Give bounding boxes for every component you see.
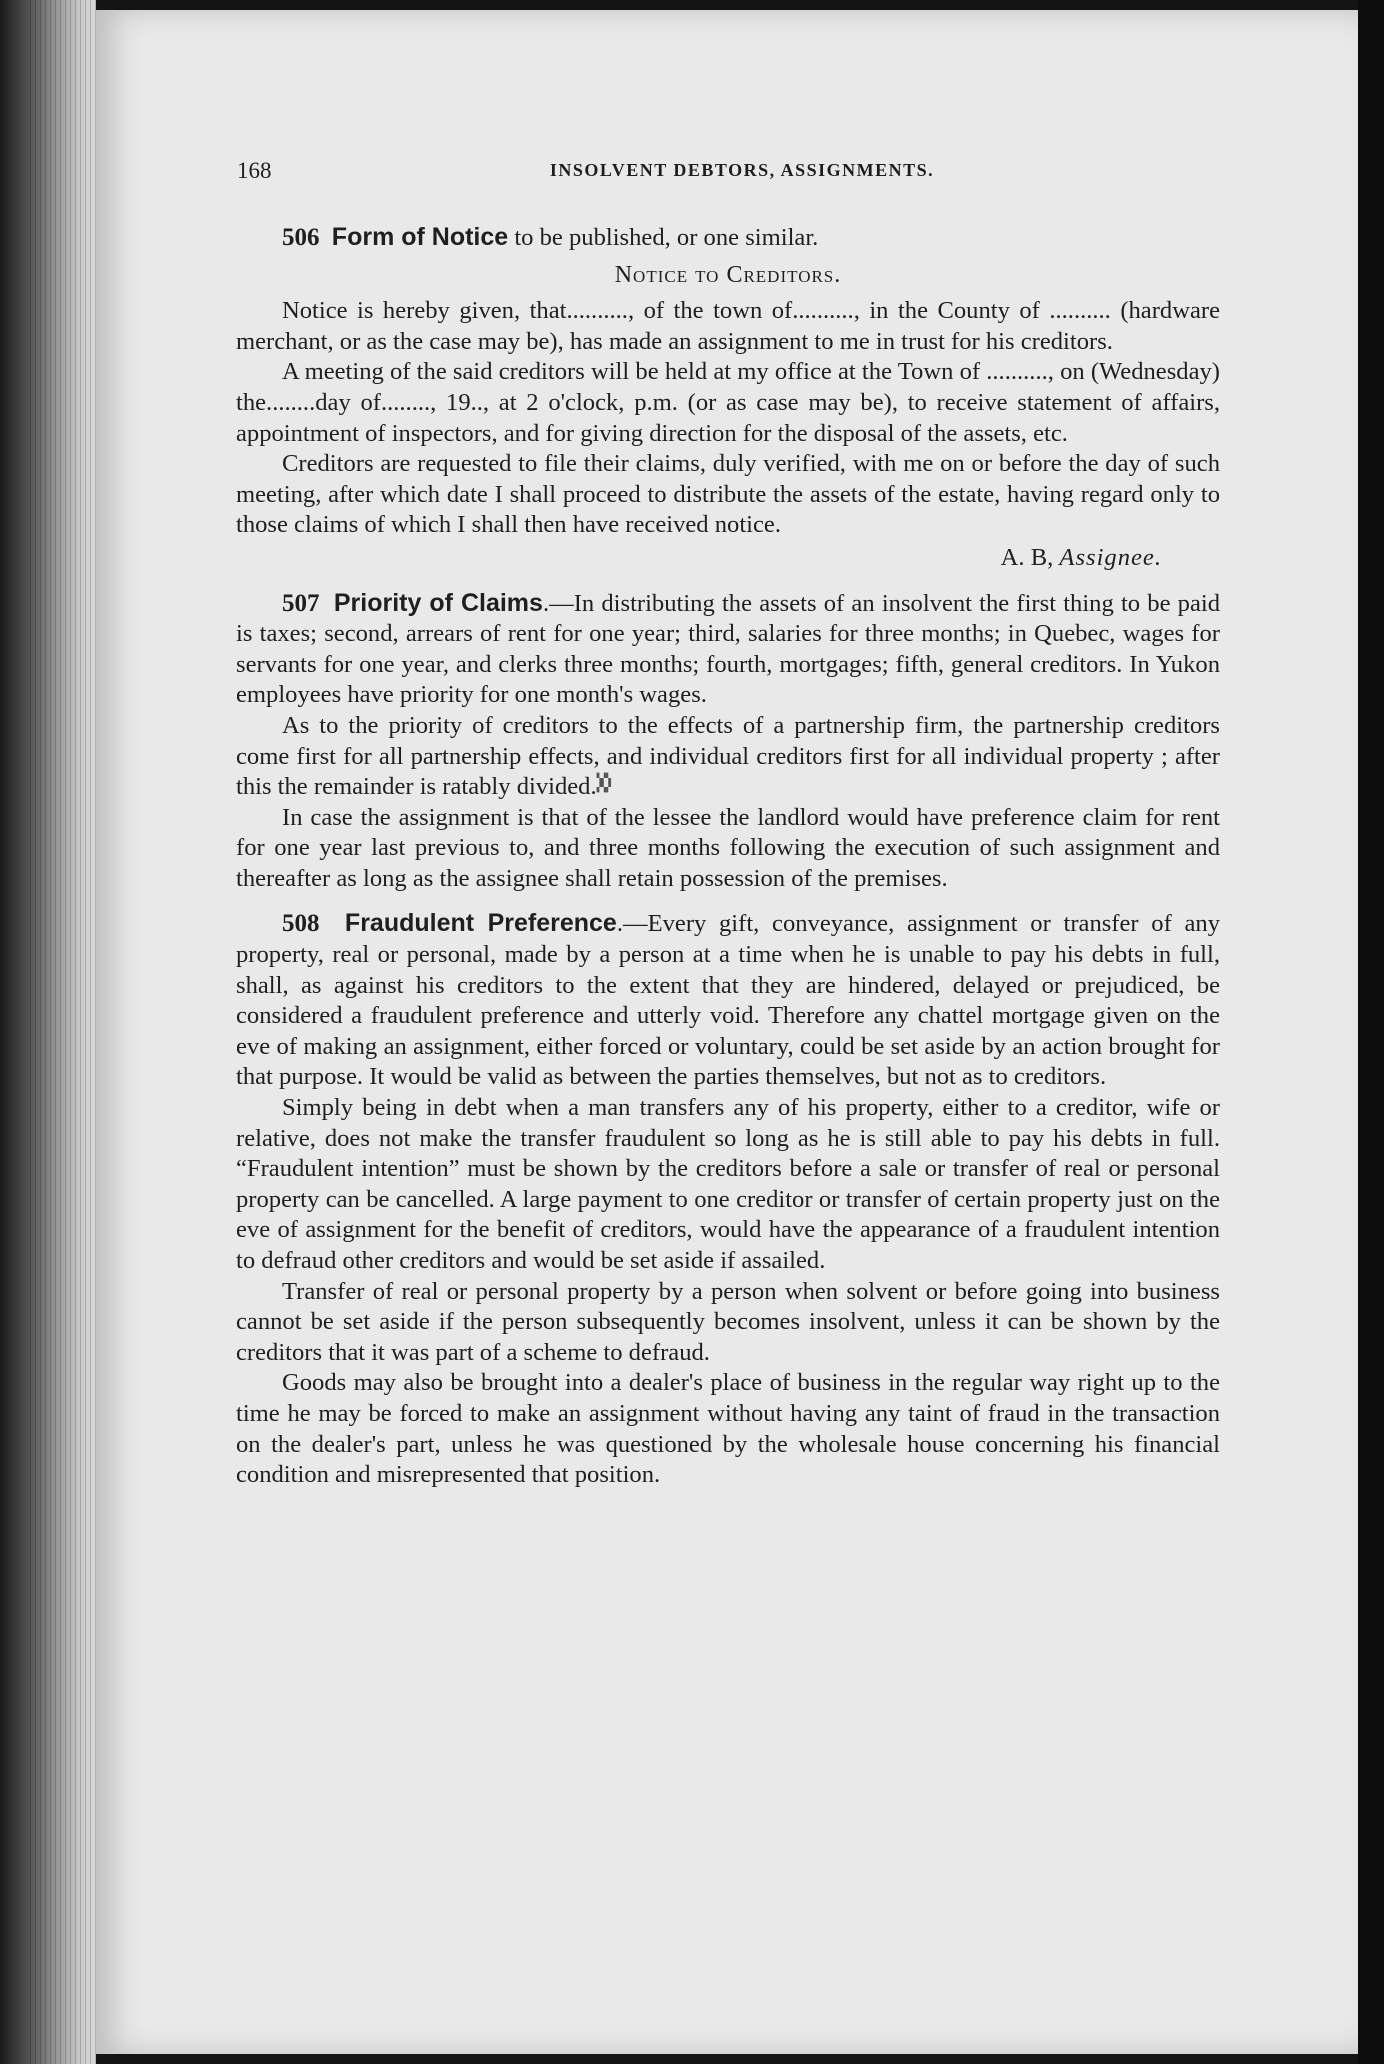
paragraph: Goods may also be brought into a dealer's place of business in the regular way right up to the time he may be forced to make an assignment without having any taint of fraud in the transaction on the dealer's part, unless he was questioned by the wholesale house concerning his financial condition and misrepresented that position. bbox=[236, 1369, 1220, 1489]
paragraph: Simply being in debt when a man transfers any of his property, either to a creditor, wife or relative, does not make the transfer fraudulent so long as he is still able to pay his debts in full. “Fraudulent intention” must be shown by the creditors before a sale or transfer of real or personal property can be cancelled. A large payment to one creditor or transfer of certain property just on the eve of assignment for the benefit of creditors, would have the appearance of a fraudulent intention to defraud other creditors and would be set aside if assailed. bbox=[236, 1094, 1220, 1274]
section-subtitle: to be published, or one similar. bbox=[508, 224, 819, 251]
book-spine bbox=[0, 0, 96, 2064]
section-506 bbox=[236, 222, 1220, 574]
paragraph: In case the assignment is that of the lessee the landlord would have preference claim for rent for one year last previous to, and three months following the execution of such assignment and thereafter as long as the assignee shall retain possession of the premises. bbox=[236, 803, 1220, 892]
section-508 bbox=[236, 908, 1220, 1490]
paragraph-text: .—In distributing the assets of an insolvent the first thing to be paid is taxes; second, arrears of rent for one year; third, salaries for three months; in Quebec, wages for servants for one year, and clerks three months; fourth, mortgages; fifth, general creditors. In Yukon employees have priority for one month's wages. bbox=[236, 589, 1221, 709]
page-edges bbox=[30, 0, 96, 2064]
paragraph: Creditors are requested to file their claims, duly verified, with me on or before the day of such meeting, after which date I shall proceed to distribute the assets of the estate, having regard only to those claims of which I shall then have received notice. bbox=[236, 450, 1220, 539]
section-number: 508 bbox=[282, 910, 320, 938]
section-number: 506 bbox=[282, 224, 320, 251]
section-number: 507 bbox=[282, 589, 320, 617]
running-title: INSOLVENT DEBTORS, ASSIGNMENTS. bbox=[549, 160, 935, 180]
paragraph: Transfer of real or personal property by a person when solvent or before going into business cannot be set aside if the person subsequently becomes insolvent, unless it can be shown by the creditors that it was part of a scheme to defraud. bbox=[236, 1277, 1220, 1366]
page-header bbox=[237, 158, 1217, 192]
section-heading bbox=[236, 222, 1220, 254]
section-507 bbox=[236, 588, 1220, 895]
paragraph bbox=[236, 908, 1220, 1093]
paragraph bbox=[236, 588, 1220, 711]
signature bbox=[236, 543, 1220, 574]
paragraph-text: As to the priority of creditors to the effects of a partnership firm, the partnership creditors come first for all partnership effects, and individual creditors first for all individual property ; after this the remainder is ratably divided. bbox=[236, 711, 1220, 801]
paragraph-text: .—Every gift, conveyance, assignment or transfer of any property, real or personal, made by a person at a time when he is unable to pay his debts in full, shall, as against his creditors to the extent that they are hindered, delayed or prejudiced, be considered a fraudulent preference and utterly void. Therefore any chattel mortgage given on the eve of making an assignment, either forced or voluntary, could be set aside by an action brought for that purpose. It would be valid as between the parties themselves, but not as to creditors. bbox=[236, 910, 1221, 1091]
library-stamp-icon: ▚▞▚ ▞▚▞ bbox=[596, 774, 610, 794]
notice-title: Notice to Creditors. bbox=[614, 261, 842, 288]
section-title: Fraudulent Preference bbox=[344, 909, 617, 938]
paragraph bbox=[236, 711, 1220, 803]
scan-border bbox=[1358, 0, 1384, 2064]
page-body bbox=[236, 222, 1220, 1491]
paragraph: Notice is hereby given, that.........., of the town of.........., in the County of .......... (hardware merchant, or as the case may be), has made an assignment to me in trust for his creditors. bbox=[236, 297, 1220, 355]
page-number: 168 bbox=[237, 158, 272, 183]
paragraph: A meeting of the said creditors will be held at my office at the Town of .........., on (Wednesday) the........day of........, 19.., at 2 o'clock, p.m. (or as case may be), to receive statement of affairs, appointment of inspectors, and for giving direction for the disposal of the assets, etc. bbox=[236, 358, 1220, 447]
signature-name: A. B, bbox=[1000, 543, 1060, 571]
section-title: Priority of Claims bbox=[333, 588, 543, 617]
signature-role: Assignee. bbox=[1059, 543, 1162, 571]
section-title: Form of Notice bbox=[331, 223, 509, 251]
